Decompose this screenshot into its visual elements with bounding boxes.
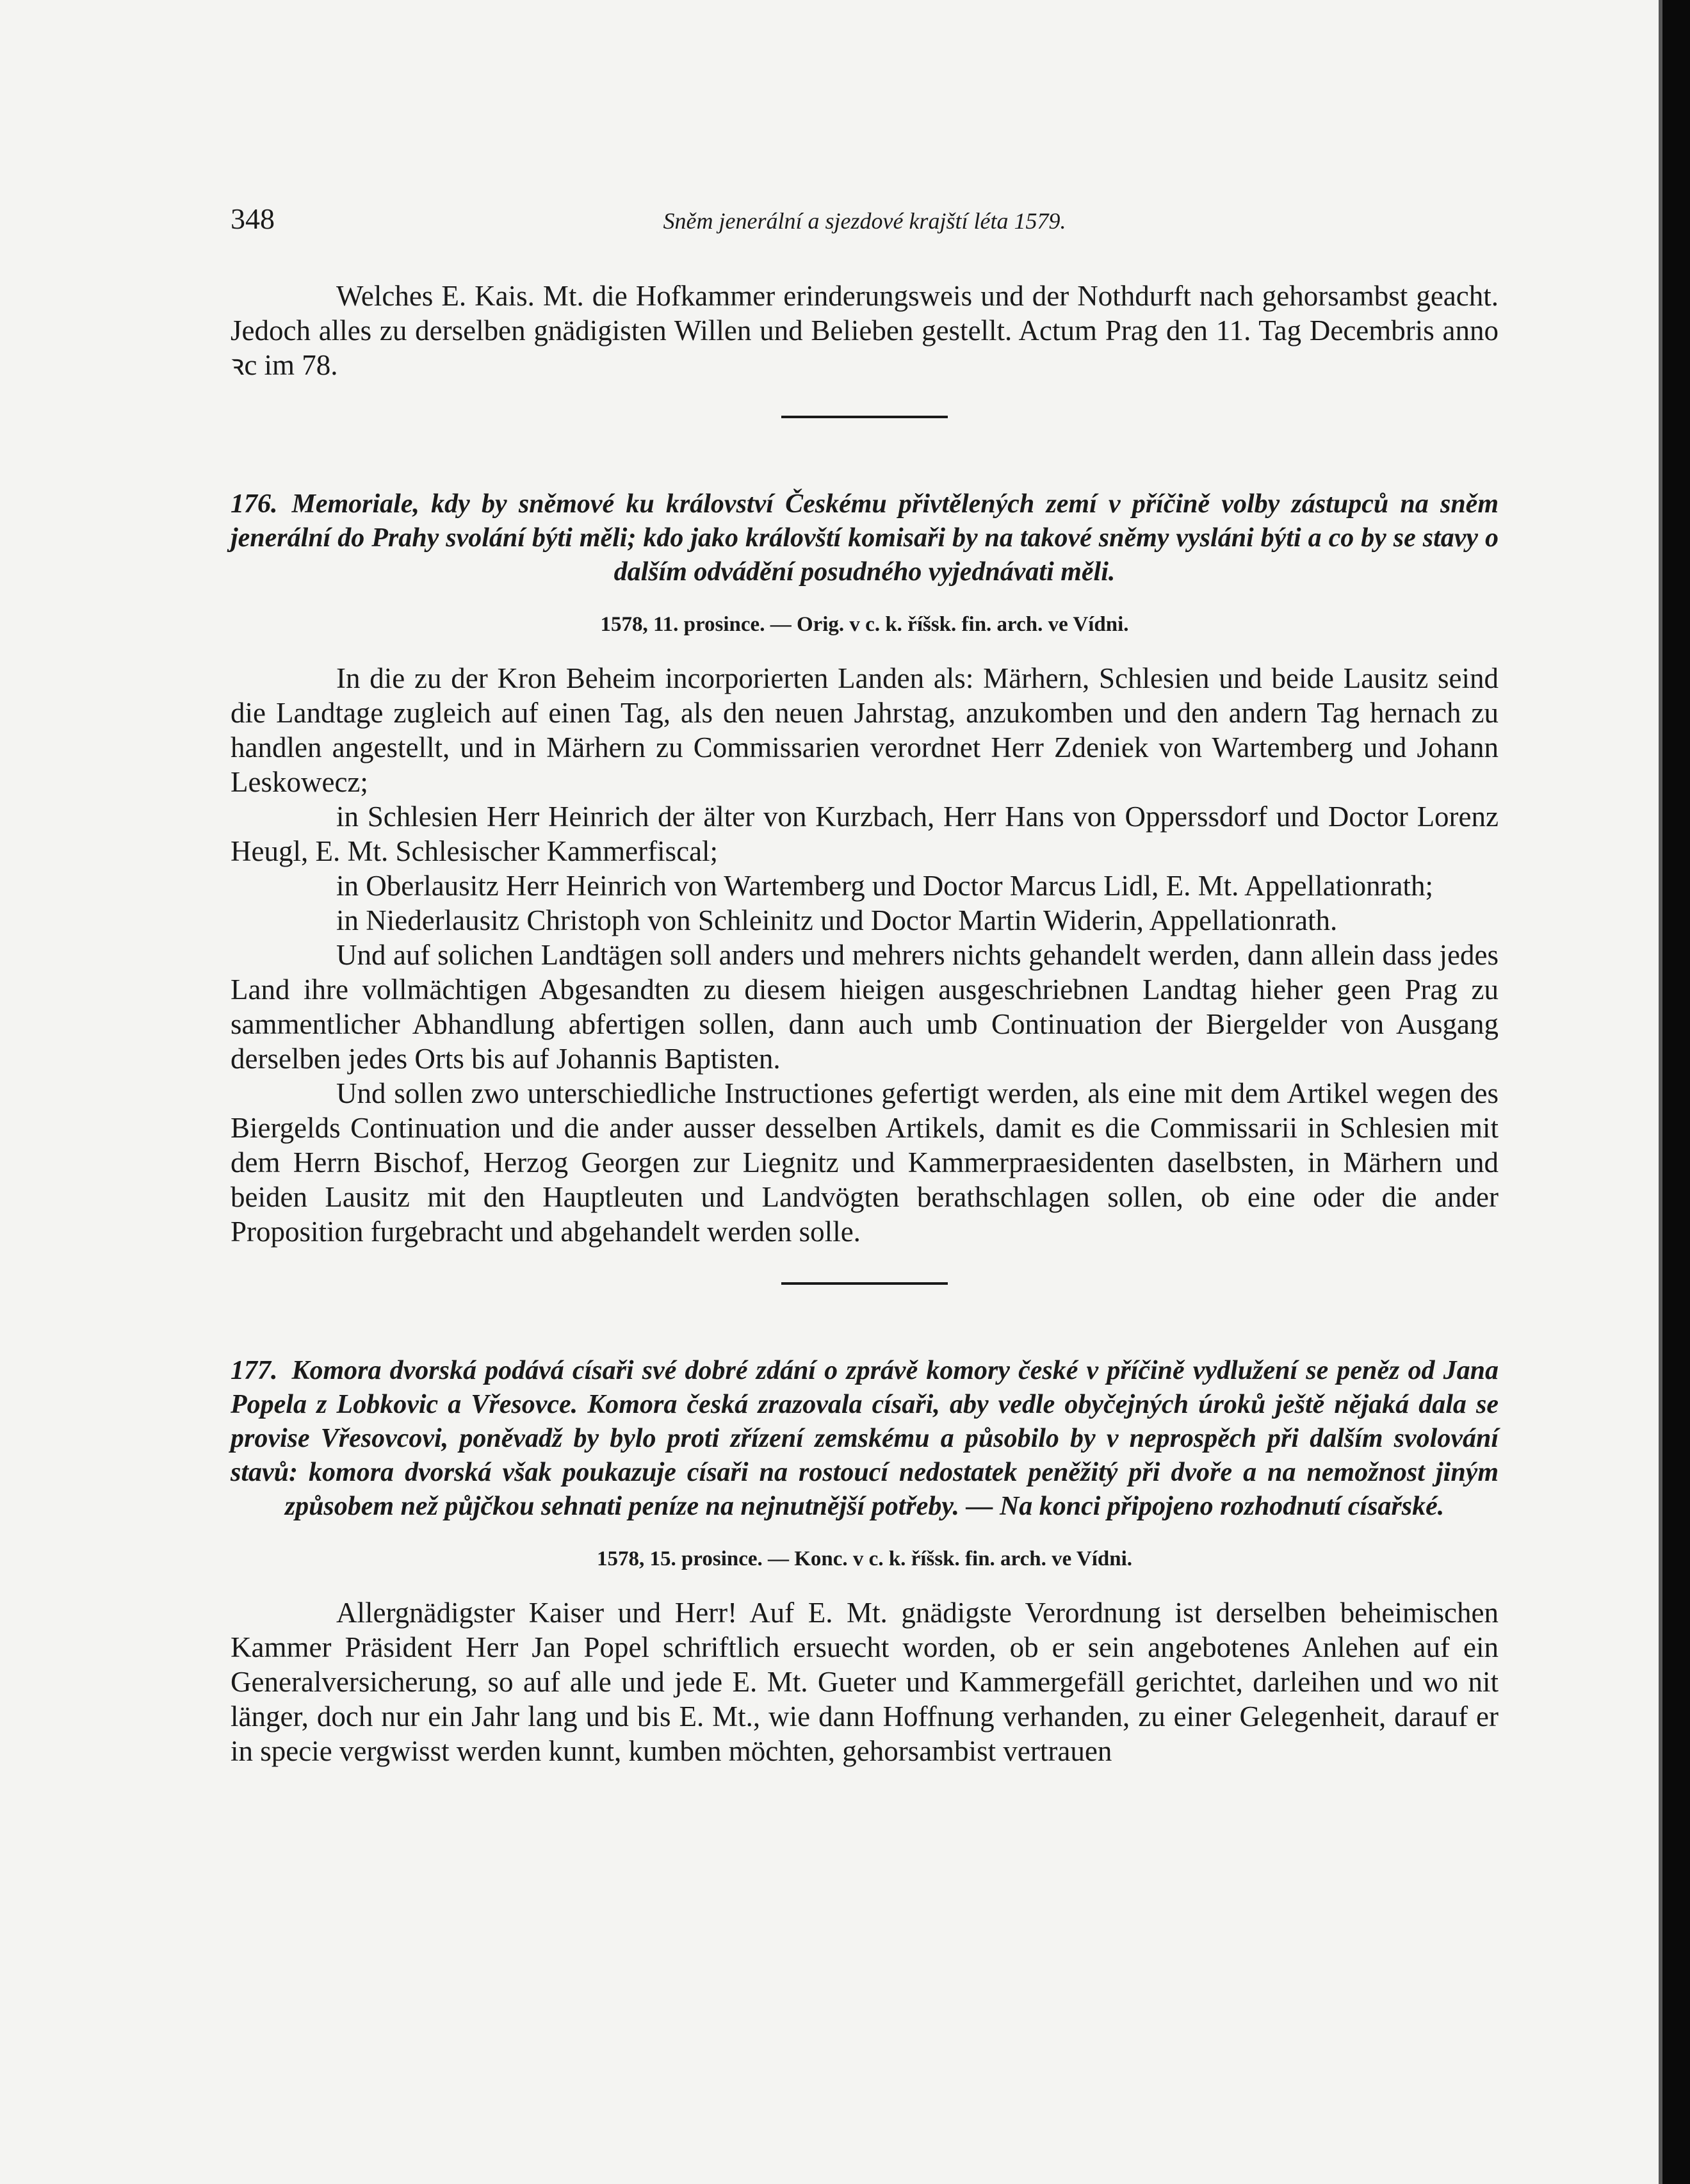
section-divider bbox=[781, 1282, 948, 1285]
intro-paragraph: Welches E. Kais. Mt. die Hofkammer erinderungsweis und der Nothdurft nach gehorsambst geacht. Jedoch alles zu derselben gnädigisten Willen und Belieben gestellt. Actum Prag den 11. Tag Decembris anno ꝛc im 78. bbox=[231, 280, 1499, 381]
doc-177-number: 177. bbox=[231, 1356, 278, 1385]
scan-edge-strip bbox=[1659, 0, 1662, 2184]
doc-177-dating: 1578, 15. prosince. — Konc. v c. k. říšsk. fin. arch. ve Vídni. bbox=[596, 1547, 1133, 1570]
doc-176-heading: Memoriale, kdy by sněmové ku království Českému přivtělených zemí v příčině volby zástupců na sněm jenerální do Prahy svolání býti měli; kdo jako královští komisaři by na takové sněmy vysláni býti a co by se stavy o dalším odvádění posudného vyjednávati měli. bbox=[231, 489, 1499, 587]
doc-177-paragraph: Allergnädigster Kaiser und Herr! Auf E. Mt. gnädigste Verordnung ist derselben beheimischen Kammer Präsident Herr Jan Popel schriftlich ersuecht worden, ob er sein angebotenes Anlehen auf ein Generalversicherung, so auf alle und jede E. Mt. Gueter und Kammergefäll gerichtet, darleihen und wo nit länger, doch nur ein Jahr lang und bis E. Mt., wie dann Hoffnung verhanden, zu einer Gelegenheit, darauf er in specie vergwisst werden kunnt, kumben möchten, gehorsambist vertrauen bbox=[231, 1597, 1499, 1767]
running-title: Sněm jenerální a sjezdové krajští léta 1579. bbox=[663, 208, 1066, 234]
doc-176-paragraph-5: Und auf solichen Landtägen soll anders und mehrers nichts gehandelt werden, dann allein dass jedes Land ihre vollmächtigen Abgesandten zu diesem hieigen ausgeschriebnen Landtag hieher geen Prag zu sammentlicher Abhandlung abfertigen sollen, dann auch umb Continuation der Biergelder von Ausgang derselben jedes Orts bis auf Johannis Baptisten. bbox=[231, 939, 1499, 1075]
page-header bbox=[231, 202, 1499, 240]
doc-177-heading-block bbox=[231, 1354, 1499, 1524]
doc-176-number: 176. bbox=[231, 489, 278, 519]
doc-176-heading-block bbox=[231, 487, 1499, 589]
doc-176-paragraph-6: Und sollen zwo unterschiedliche Instructiones gefertigt werden, als eine mit dem Artikel wegen des Biergelds Continuation und die ander ausser desselben Artikels, damit es die Commissarii in Schlesien mit dem Herrn Bischof, Herzog Georgen zur Liegnitz und Kammerpraesidenten daselbsten, in Märhern und beiden Lausitz mit den Hauptleuten und Landvögten berathschlagen sollen, ob eine oder die ander Proposition furgebracht und abgehandelt werden solle. bbox=[231, 1077, 1499, 1248]
page-number: 348 bbox=[231, 202, 275, 235]
page-text bbox=[231, 202, 1499, 1768]
doc-176-dating: 1578, 11. prosince. — Orig. v c. k. říšsk. fin. arch. ve Vídni. bbox=[600, 613, 1129, 636]
scan-edge bbox=[1659, 0, 1690, 2184]
section-divider bbox=[781, 416, 948, 418]
doc-176-paragraph-3: in Oberlausitz Herr Heinrich von Wartemberg und Doctor Marcus Lidl, E. Mt. Appellationrath; bbox=[336, 870, 1434, 902]
doc-176-paragraph-4: in Niederlausitz Christoph von Schleinitz und Doctor Martin Widerin, Appellationrath. bbox=[336, 904, 1338, 936]
doc-177-heading: Komora dvorská podává císaři své dobré zdání o zprávě komory české v příčině vydlužení se peněz od Jana Popela z Lobkovic a Vřesovce. Komora česká zrazovala císaři, aby vedle obyčejných úroků ještě nějaká dala se provise Vřesovcovi, poněvadž by bylo proti zřízení zemskému a působilo by v neprospěch při dalším svolování stavů: komora dvorská však poukazuje císaři na rostoucí nedostatek peněžitý při dvoře a na nemožnost jiným způsobem než půjčkou sehnati peníze na nejnutnější potřeby. — Na konci připojeno rozhodnutí císařské. bbox=[231, 1356, 1499, 1521]
doc-176-paragraph-1: In die zu der Kron Beheim incorporierten Landen als: Märhern, Schlesien und beide Lausitz seind die Landtage zugleich auf einen Tag, als den neuen Jahrstag, anzukomben und den andern Tag hernach zu handlen angestellt, und in Märhern zu Commissarien verordnet Herr Zdeniek von Wartemberg und Johann Leskowecz; bbox=[231, 662, 1499, 798]
doc-176-paragraph-2: in Schlesien Herr Heinrich der älter von Kurzbach, Herr Hans von Opperssdorf und Doctor Lorenz Heugl, E. Mt. Schlesischer Kammerfiscal; bbox=[231, 801, 1499, 867]
